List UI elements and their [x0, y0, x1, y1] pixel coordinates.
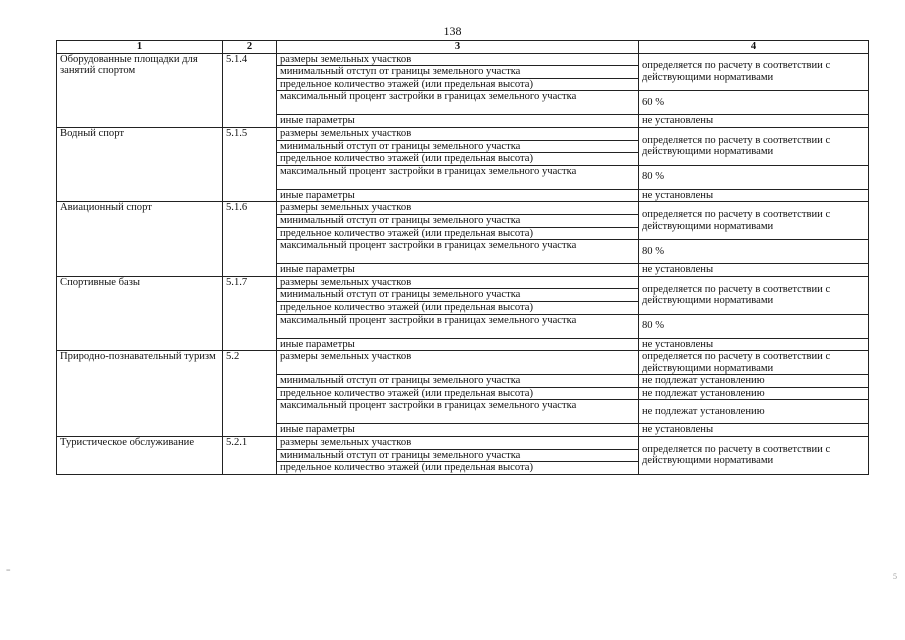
parameter-value: определяется по расчету в соответствии с действующими нормативами	[639, 53, 869, 91]
parameter-value: определяется по расчету в соответствии с действующими нормативами	[639, 127, 869, 165]
parameter-name: предельное количество этажей (или предельная высота)	[277, 153, 639, 166]
parameter-value: определяется по расчету в соответствии с действующими нормативами	[639, 276, 869, 314]
table-row	[57, 53, 869, 66]
parameter-name: максимальный процент застройки в границах земельного участка	[277, 91, 639, 115]
land-use-code: 5.1.4	[223, 53, 277, 127]
parameter-value: не подлежат установлению	[639, 400, 869, 424]
table-row	[57, 202, 869, 215]
parameter-name: размеры земельных участков	[277, 127, 639, 140]
parameter-value: 80 %	[639, 165, 869, 189]
parameter-name: максимальный процент застройки в границах земельного участка	[277, 240, 639, 264]
parameter-name: предельное количество этажей (или предельная высота)	[277, 387, 639, 400]
header-row	[57, 41, 869, 54]
parameter-name: иные параметры	[277, 264, 639, 277]
parameter-name: минимальный отступ от границы земельного участка	[277, 449, 639, 462]
parameter-value: определяется по расчету в соответствии с действующими нормативами	[639, 202, 869, 240]
parameter-name: максимальный процент застройки в границах земельного участка	[277, 400, 639, 424]
parameter-name: размеры земельных участков	[277, 202, 639, 215]
header-col-1: 1	[57, 41, 223, 54]
parameter-name: минимальный отступ от границы земельного участка	[277, 375, 639, 388]
page-number: 138	[443, 24, 462, 38]
land-use-name: Природно-познавательный туризм	[57, 351, 223, 437]
parameter-value: определяется по расчету в соответствии с действующими нормативами	[639, 437, 869, 475]
header-col-2: 2	[223, 41, 277, 54]
header-col-4: 4	[639, 41, 869, 54]
parameter-name: иные параметры	[277, 189, 639, 202]
parameter-value: не подлежат установлению	[639, 375, 869, 388]
parameter-name: иные параметры	[277, 338, 639, 351]
land-use-code: 5.1.5	[223, 127, 277, 201]
parameter-name: предельное количество этажей (или предельная высота)	[277, 227, 639, 240]
scan-mark-left: =	[6, 566, 11, 575]
table-body	[57, 53, 869, 474]
parameter-name: максимальный процент застройки в границах земельного участка	[277, 314, 639, 338]
parameter-name: предельное количество этажей (или предельная высота)	[277, 301, 639, 314]
table-row	[57, 437, 869, 450]
parameter-name: размеры земельных участков	[277, 351, 639, 375]
land-use-code: 5.2.1	[223, 437, 277, 475]
parameter-value: не установлены	[639, 115, 869, 128]
parameter-value: не установлены	[639, 338, 869, 351]
parameter-name: размеры земельных участков	[277, 437, 639, 450]
land-use-code: 5.1.6	[223, 202, 277, 276]
parameter-value: 80 %	[639, 314, 869, 338]
parameter-name: иные параметры	[277, 115, 639, 128]
parameter-value: не подлежат установлению	[639, 387, 869, 400]
table-row	[57, 127, 869, 140]
header-col-3: 3	[277, 41, 639, 54]
parameter-name: иные параметры	[277, 424, 639, 437]
zoning-parameters-table	[56, 40, 869, 475]
parameter-value: определяется по расчету в соответствии с действующими нормативами	[639, 351, 869, 375]
scan-mark-right: 5	[893, 572, 897, 581]
parameter-name: минимальный отступ от границы земельного участка	[277, 214, 639, 227]
table-row	[57, 351, 869, 375]
land-use-name: Оборудованные площадки для занятий спортом	[57, 53, 223, 127]
parameter-name: минимальный отступ от границы земельного участка	[277, 66, 639, 79]
parameter-name: размеры земельных участков	[277, 53, 639, 66]
land-use-code: 5.1.7	[223, 276, 277, 350]
land-use-name: Спортивные базы	[57, 276, 223, 350]
parameter-value: не установлены	[639, 264, 869, 277]
table-row	[57, 276, 869, 289]
parameter-value: 60 %	[639, 91, 869, 115]
parameter-name: предельное количество этажей (или предельная высота)	[277, 78, 639, 91]
parameter-name: предельное количество этажей (или предельная высота)	[277, 462, 639, 475]
parameter-value: 80 %	[639, 240, 869, 264]
parameter-name: максимальный процент застройки в границах земельного участка	[277, 165, 639, 189]
parameter-value: не установлены	[639, 189, 869, 202]
parameter-name: минимальный отступ от границы земельного участка	[277, 289, 639, 302]
parameter-value: не установлены	[639, 424, 869, 437]
land-use-name: Туристическое обслуживание	[57, 437, 223, 475]
land-use-code: 5.2	[223, 351, 277, 437]
parameter-name: размеры земельных участков	[277, 276, 639, 289]
land-use-name: Авиационный спорт	[57, 202, 223, 276]
parameter-name: минимальный отступ от границы земельного участка	[277, 140, 639, 153]
land-use-name: Водный спорт	[57, 127, 223, 201]
